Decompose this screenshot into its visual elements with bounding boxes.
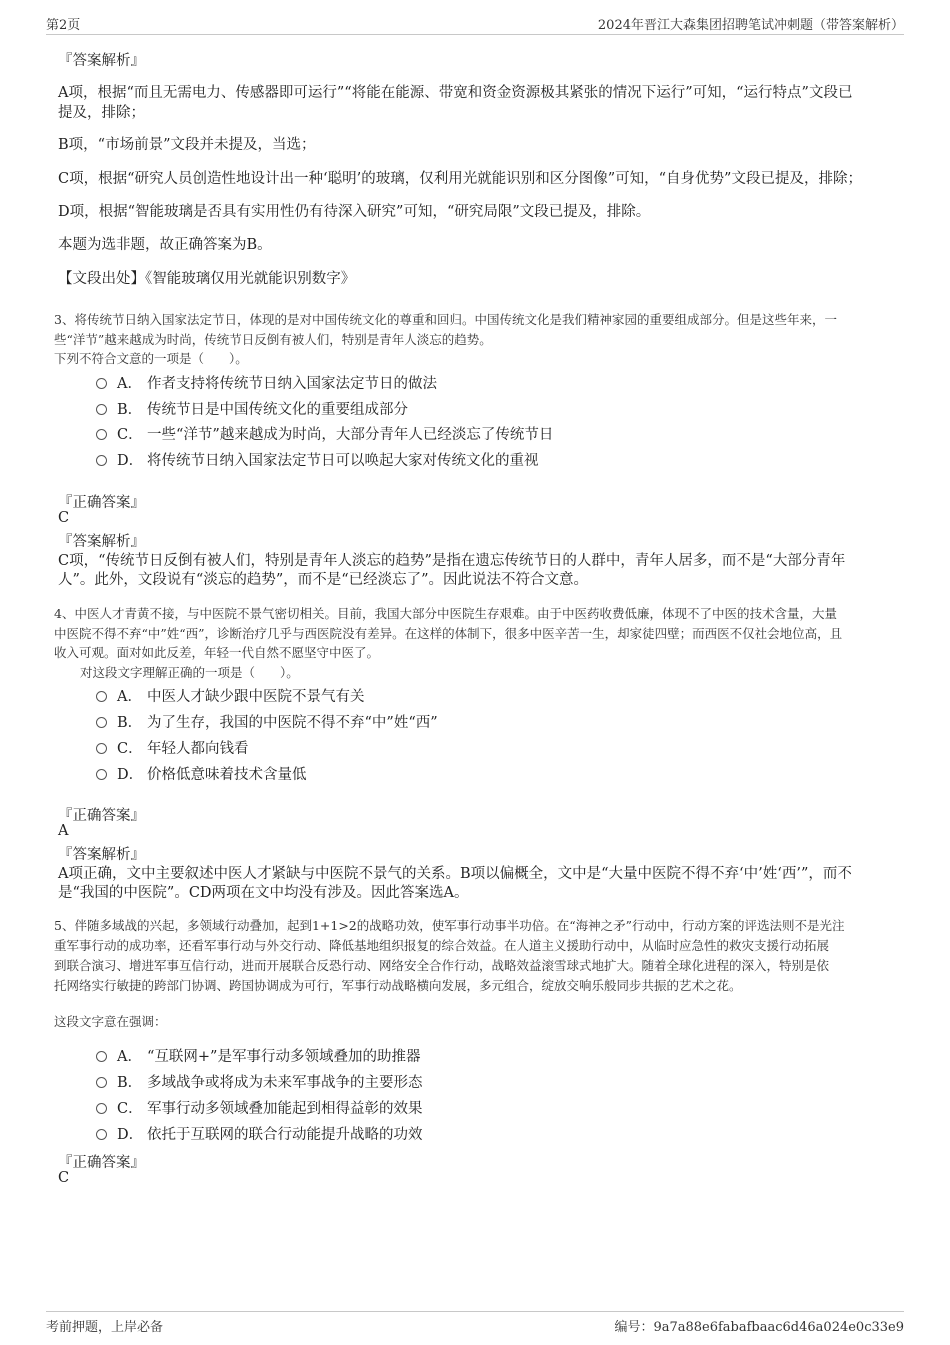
radio-icon[interactable] [96,1129,107,1140]
q3-option-d[interactable]: D． 将传统节日纳入国家法定节日可以唤起大家对传统文化的重视 [96,449,539,470]
q2-analysis-line: A项，根据“而且无需电力、传感器即可运行”“将能在能源、带宽和资金资源极其紧张的情况下运行”可知，“运行特点”文段已 [58,85,853,101]
q2-analysis-line: D项，根据“智能玻璃是否具有实用性仍有待深入研究”可知，“研究局限”文段已提及，排除。 [58,204,651,220]
q4-answer-label: 『正确答案』 [58,808,145,824]
document-title: 2024年晋江大森集团招聘笔试冲刺题（带答案解析） [597,18,904,33]
radio-icon[interactable] [96,717,107,728]
q3-stem-line: 3、将传统节日纳入国家法定节日，体现的是对中国传统文化的尊重和回归。中国传统文化是我们精神家园的重要组成部分。但是这些年来，一 [54,312,837,327]
radio-icon[interactable] [96,1103,107,1114]
radio-icon[interactable] [96,1051,107,1062]
q3-option-a[interactable]: A． 作者支持将传统节日纳入国家法定节日的做法 [96,372,437,393]
q2-source: 【文段出处】《智能玻璃仅用光就能识别数字》 [58,271,356,287]
page-header [46,14,904,35]
q4-question: 对这段文字理解正确的一项是（ ）。 [80,665,299,680]
radio-icon[interactable] [96,769,107,780]
q4-option-c[interactable]: C． 年轻人都向钱看 [96,737,249,758]
q5-option-c[interactable]: C． 军事行动多领域叠加能起到相得益彰的效果 [96,1097,423,1118]
q4-answer: A [58,823,69,839]
q4-analysis-line: 是“我国的中医院”。CD两项在文中均没有涉及。因此答案选A。 [58,885,469,901]
q2-conclusion: 本题为选非题，故正确答案为B。 [58,237,272,253]
q3-option-b[interactable]: B． 传统节日是中国传统文化的重要组成部分 [96,398,408,419]
footer-slogan: 考前押题，上岸必备 [46,1320,164,1335]
radio-icon[interactable] [96,378,107,389]
q3-question: 下列不符合文意的一项是（ ）。 [54,351,248,366]
document-id: 编号：9a7a88e6fabafbaac6d46a024e0c33e9 [614,1320,904,1335]
radio-icon[interactable] [96,743,107,754]
radio-icon[interactable] [96,691,107,702]
q5-stem-line: 到联合演习、增进军事互信行动，进而开展联合反恐行动、网络安全合作行动，战略效益滚雪球式地扩大。随着全球化进程的深入，特别是依 [54,958,830,973]
q5-answer: C [58,1170,70,1186]
q5-option-a[interactable]: A． “互联网+”是军事行动多领域叠加的助推器 [96,1045,420,1066]
q3-stem-line: 些“洋节”越来越成为时尚，传统节日反倒有被人们，特别是青年人淡忘的趋势。 [54,332,492,347]
q3-answer-label: 『正确答案』 [58,495,145,511]
q5-question: 这段文字意在强调： [54,1014,167,1029]
q4-stem-line: 4、中医人才青黄不接，与中医院不景气密切相关。目前，我国大部分中医院生存艰难。由于中医药收费低廉，体现不了中医的技术含量，大量 [54,606,837,621]
q3-answer: C [58,510,70,526]
q3-analysis-line: C项，“传统节日反倒有被人们，特别是青年人淡忘的趋势”是指在遗忘传统节日的人群中，青年人居多，而不是“大部分青年 [58,553,846,569]
radio-icon[interactable] [96,1077,107,1088]
q2-analysis-line: C项，根据“研究人员创造性地设计出一种‘聪明’的玻璃，仅利用光就能识别和区分图像”可知，“自身优势”文段已提及，排除； [58,171,862,187]
q4-analysis-line: A项正确，文中主要叙述中医人才紧缺与中医院不景气的关系。B项以偏概全，文中是“大量中医院不得不弃‘中’姓‘西’”，而不 [58,866,852,882]
q4-option-a[interactable]: A． 中医人才缺少跟中医院不景气有关 [96,685,365,706]
page-footer [46,1311,904,1338]
q2-analysis-line: B项，“市场前景”文段并未提及，当选； [58,137,316,153]
radio-icon[interactable] [96,455,107,466]
radio-icon[interactable] [96,429,107,440]
page-number: 第2页 [46,18,81,33]
q5-option-d[interactable]: D． 依托于互联网的联合行动能提升战略的功效 [96,1123,423,1144]
q4-stem-line: 收入可观。面对如此反差，年轻一代自然不愿坚守中医了。 [54,645,380,660]
q4-option-d[interactable]: D． 价格低意味着技术含量低 [96,763,307,784]
q5-answer-label: 『正确答案』 [58,1155,145,1171]
q5-stem-line: 托网络实行敏捷的跨部门协调、跨国协调成为可行，军事行动战略横向发展，多元组合，绽放交响乐般同步共振的艺术之花。 [54,978,742,993]
q3-analysis-line: 人”。此外，文段说有“淡忘的趋势”，而不是“已经淡忘了”。因此说法不符合文意。 [58,572,589,588]
q3-analysis-label: 『答案解析』 [58,534,145,550]
q5-stem-line: 5、伴随多域战的兴起，多领域行动叠加，起到1+1>2的战略功效，使军事行动事半功倍。在“海神之矛”行动中，行动方案的评选法则不是光注 [54,918,845,933]
q4-analysis-label: 『答案解析』 [58,847,145,863]
q4-option-b[interactable]: B． 为了生存，我国的中医院不得不弃“中”姓“西” [96,711,438,732]
q2-analysis-label: 『答案解析』 [58,53,145,69]
q4-stem-line: 中医院不得不弃“中”姓“西”，诊断治疗几乎与西医院没有差异。在这样的体制下，很多中医辛苦一生，却家徒四壁；而西医不仅社会地位高，且 [54,626,843,641]
radio-icon[interactable] [96,404,107,415]
q5-stem-line: 重军事行动的成功率，还看军事行动与外交行动、降低基地组织报复的综合效益。在人道主义援助行动中，从临时应急性的救灾支援行动拓展 [54,938,830,953]
q2-analysis-line: 提及，排除； [58,105,145,121]
q3-option-c[interactable]: C． 一些“洋节”越来越成为时尚，大部分青年人已经淡忘了传统节日 [96,423,553,444]
q5-option-b[interactable]: B． 多域战争或将成为未来军事战争的主要形态 [96,1071,423,1092]
